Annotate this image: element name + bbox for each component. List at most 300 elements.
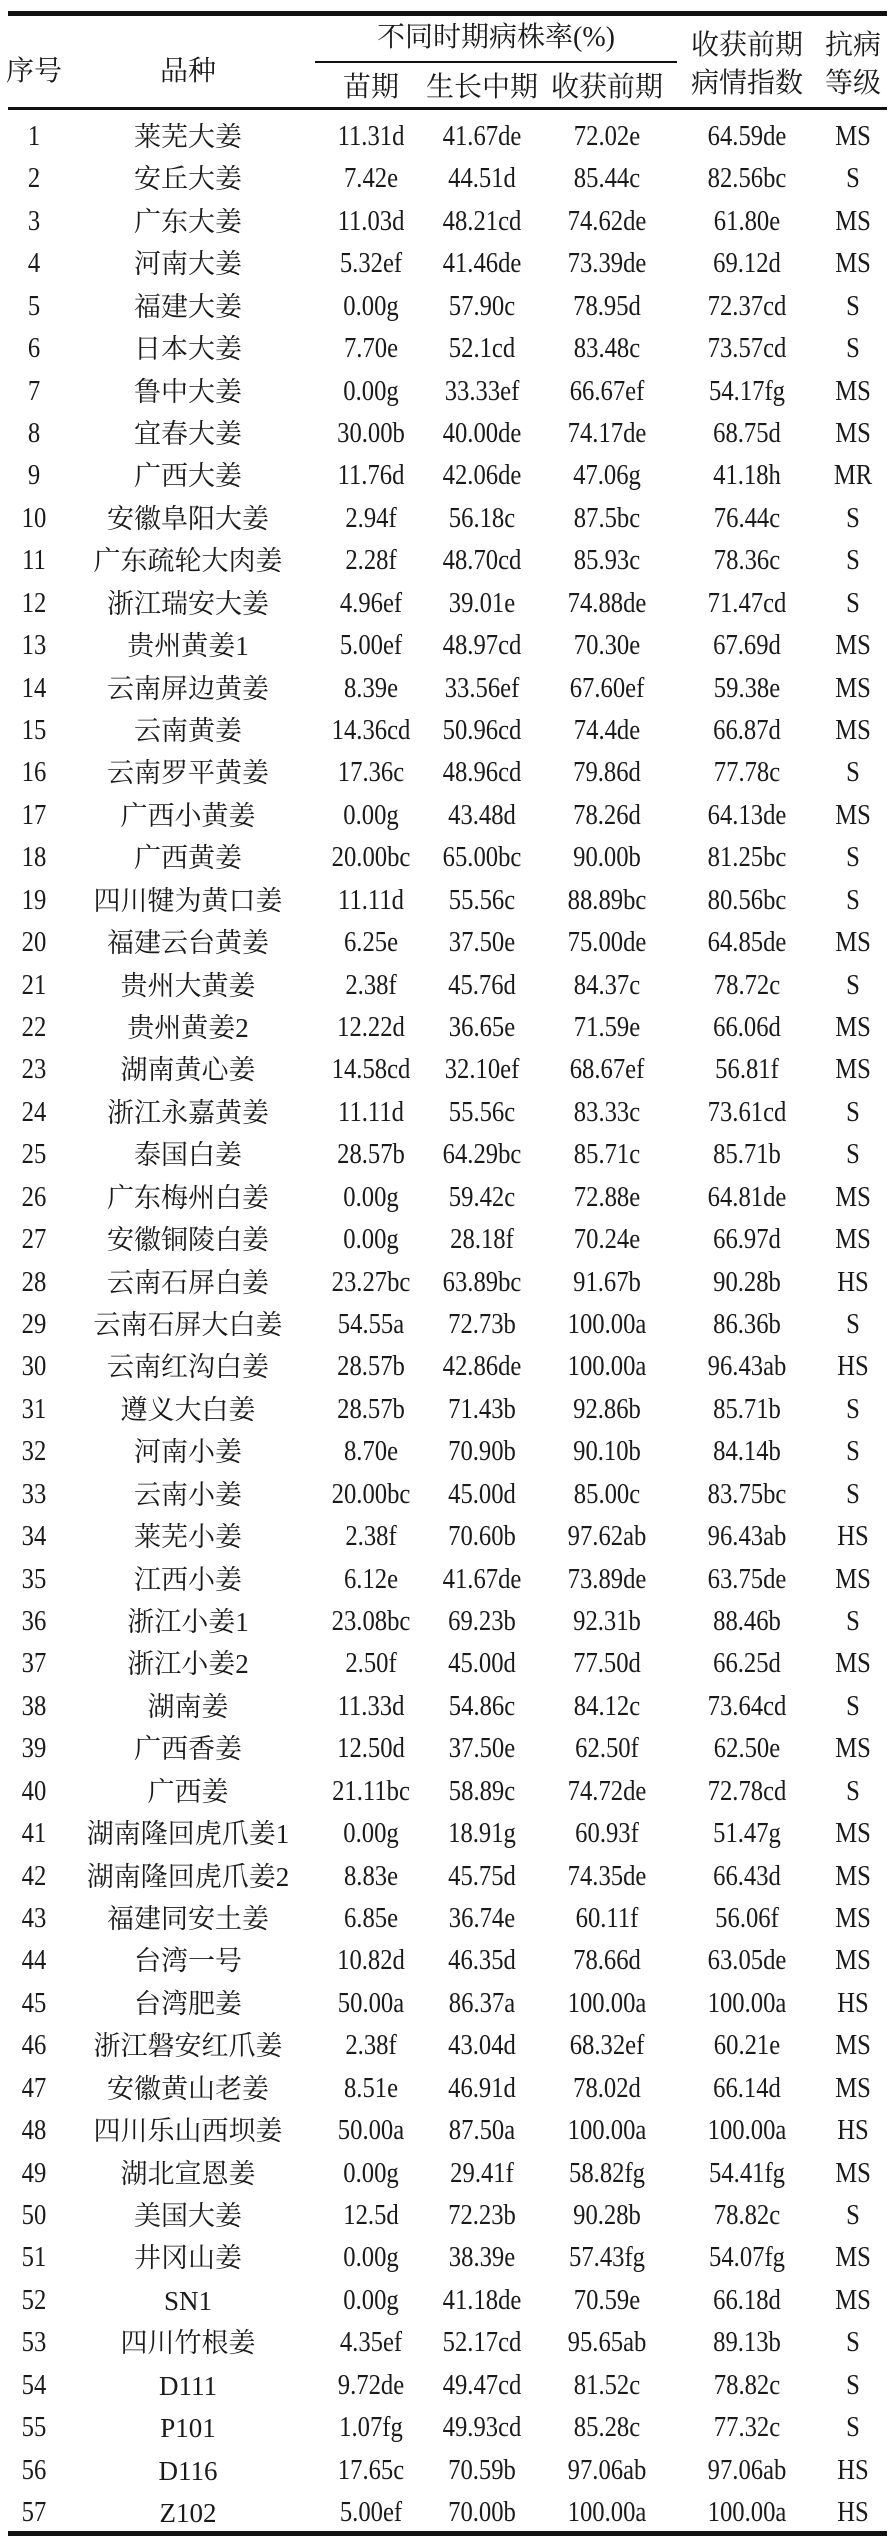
table-bottom-rule — [8, 2531, 887, 2536]
cell-variety: 福建同安土姜 — [107, 1904, 269, 1934]
cell-variety: 河南大姜 — [134, 249, 242, 280]
cell-seq: 19 — [21, 884, 47, 916]
cell-mid-growth: 45.00d — [448, 1648, 516, 1680]
cell-seedling: 50.00a — [337, 1987, 405, 2019]
cell-resistance-grade: HS — [837, 1351, 869, 1383]
cell-seedling: 54.55a — [337, 1309, 405, 1340]
cell-variety: 湖南隆回虎爪姜2 — [86, 1861, 290, 1892]
cell-seedling: 23.27bc — [331, 1266, 411, 1298]
cell-pre-harvest: 85.00c — [573, 1478, 641, 1510]
cell-pre-harvest: 78.02d — [573, 2072, 641, 2104]
cell-seedling: 11.11d — [338, 1096, 404, 1128]
cell-pre-harvest: 87.5bc — [573, 502, 641, 534]
cell-seedling: 7.42e — [343, 163, 399, 195]
cell-seedling: 28.57b — [337, 1139, 405, 1171]
cell-variety: P101 — [160, 2413, 216, 2444]
cell-resistance-grade: S — [846, 884, 860, 916]
cell-pre-harvest: 74.88de — [567, 587, 647, 619]
cell-pre-harvest: 88.89bc — [567, 884, 647, 916]
cell-pre-harvest: 90.00b — [573, 842, 641, 874]
cell-seedling: 28.57b — [337, 1351, 405, 1383]
cell-mid-growth: 55.56c — [448, 884, 516, 916]
cell-seq: 20 — [21, 927, 47, 959]
cell-variety: 四川竹根姜 — [120, 2328, 256, 2359]
cell-pre-harvest: 60.93f — [575, 1818, 639, 1850]
cell-pre-harvest: 90.28b — [573, 2200, 641, 2231]
cell-mid-growth: 50.96cd — [442, 715, 522, 746]
cell-seq: 35 — [21, 1563, 47, 1595]
cell-resistance-grade: MR — [833, 460, 873, 492]
cell-disease-index: 72.37cd — [707, 290, 787, 322]
cell-variety: 湖南隆回虎爪姜1 — [86, 1819, 290, 1850]
cell-variety: 四川犍为黄口姜 — [93, 885, 283, 916]
cell-seedling: 2.50f — [345, 1648, 397, 1680]
cell-pre-harvest: 97.62ab — [567, 1521, 647, 1553]
cell-variety: 贵州黄姜2 — [127, 1013, 249, 1043]
cell-resistance-grade: MS — [835, 1945, 871, 1977]
cell-pre-harvest: 68.32ef — [569, 2030, 645, 2062]
cell-seedling: 11.11d — [338, 884, 404, 916]
header-seq: 序号 — [5, 56, 63, 87]
cell-disease-index: 59.38e — [713, 672, 781, 704]
cell-resistance-grade: HS — [837, 2115, 869, 2147]
cell-seedling: 5.00ef — [339, 630, 403, 662]
cell-seq: 46 — [21, 2030, 47, 2062]
table-header-rule — [8, 107, 887, 110]
cell-seq: 45 — [21, 1987, 47, 2019]
cell-pre-harvest: 74.72de — [567, 1775, 647, 1807]
cell-disease-index: 68.75d — [713, 418, 781, 449]
cell-seedling: 4.35ef — [339, 2327, 403, 2359]
cell-disease-index: 54.07fg — [709, 2242, 785, 2274]
cell-seq: 33 — [21, 1478, 47, 1510]
cell-variety: 浙江磐安红爪姜 — [93, 2031, 283, 2062]
cell-seedling: 8.70e — [343, 1436, 399, 1468]
cell-seq: 42 — [21, 1860, 47, 1892]
cell-mid-growth: 52.1cd — [448, 333, 516, 365]
cell-seedling: 14.58cd — [331, 1054, 411, 1086]
cell-resistance-grade: MS — [835, 715, 871, 746]
cell-disease-index: 66.06d — [713, 1012, 781, 1043]
cell-seq: 47 — [21, 2072, 47, 2104]
cell-seq: 4 — [27, 248, 41, 280]
cell-seedling: 0.00g — [343, 1181, 399, 1213]
cell-disease-index: 78.82c — [713, 2369, 781, 2401]
cell-disease-index: 66.87d — [713, 715, 781, 746]
cell-disease-index: 88.46b — [713, 1606, 781, 1637]
cell-disease-index: 64.13de — [707, 799, 787, 831]
cell-seedling: 10.82d — [337, 1945, 405, 1977]
cell-pre-harvest: 71.59e — [573, 1012, 641, 1043]
cell-resistance-grade: S — [846, 969, 860, 1001]
header-group-rule — [315, 61, 677, 63]
cell-variety: 贵州黄姜1 — [127, 631, 249, 662]
cell-resistance-grade: S — [846, 842, 860, 874]
cell-seq: 3 — [27, 205, 41, 237]
cell-seq: 53 — [21, 2327, 47, 2359]
cell-pre-harvest: 100.00a — [567, 2497, 647, 2528]
cell-resistance-grade: S — [846, 1393, 860, 1425]
header-pre-harvest: 收获前期 — [550, 72, 664, 103]
cell-seedling: 0.00g — [343, 2242, 399, 2274]
cell-variety: 湖南黄心姜 — [120, 1055, 256, 1086]
cell-variety: SN1 — [163, 2285, 213, 2316]
cell-mid-growth: 87.50a — [448, 2115, 516, 2147]
cell-seq: 31 — [21, 1393, 47, 1425]
cell-pre-harvest: 72.02e — [573, 121, 641, 152]
cell-resistance-grade: MS — [835, 2157, 871, 2189]
cell-seq: 23 — [21, 1054, 47, 1086]
cell-seedling: 11.76d — [337, 460, 405, 492]
cell-mid-growth: 43.04d — [448, 2030, 516, 2062]
cell-variety: 浙江小姜2 — [127, 1649, 249, 1680]
cell-disease-index: 67.69d — [713, 630, 781, 662]
cell-mid-growth: 43.48d — [448, 799, 516, 831]
cell-mid-growth: 28.18f — [450, 1224, 514, 1256]
cell-resistance-grade: S — [846, 1775, 860, 1807]
cell-seq: 18 — [21, 842, 47, 874]
cell-disease-index: 66.25d — [713, 1648, 781, 1680]
cell-seedling: 12.5d — [343, 2200, 399, 2231]
cell-disease-index: 73.61cd — [707, 1096, 787, 1128]
cell-resistance-grade: S — [846, 2369, 860, 2401]
cell-disease-index: 90.28b — [713, 1266, 781, 1298]
cell-pre-harvest: 60.11f — [575, 1903, 639, 1934]
cell-pre-harvest: 78.66d — [573, 1945, 641, 1977]
cell-variety: 广西姜 — [147, 1776, 229, 1807]
cell-variety: 广东疏轮大肉姜 — [93, 546, 283, 577]
cell-variety: 鲁中大姜 — [134, 376, 242, 407]
cell-disease-index: 56.06f — [715, 1903, 779, 1934]
cell-pre-harvest: 73.89de — [567, 1563, 647, 1595]
cell-disease-index: 64.59de — [707, 121, 787, 152]
cell-seq: 37 — [21, 1648, 47, 1680]
cell-mid-growth: 38.39e — [448, 2242, 516, 2274]
cell-mid-growth: 41.67de — [442, 121, 522, 152]
cell-mid-growth: 36.65e — [448, 1012, 516, 1043]
cell-mid-growth: 59.42c — [448, 1181, 516, 1213]
cell-mid-growth: 72.73b — [448, 1309, 516, 1340]
cell-pre-harvest: 70.30e — [573, 630, 641, 662]
cell-pre-harvest: 95.65ab — [567, 2327, 647, 2359]
cell-resistance-grade: MS — [835, 1860, 871, 1892]
cell-pre-harvest: 66.67ef — [569, 375, 645, 407]
cell-mid-growth: 48.97cd — [442, 630, 522, 662]
header-incidence-group: 不同时期病株率(%) — [377, 22, 615, 53]
cell-disease-index: 100.00a — [707, 1987, 787, 2019]
cell-mid-growth: 29.41f — [450, 2157, 514, 2189]
cell-pre-harvest: 68.67ef — [569, 1054, 645, 1086]
cell-pre-harvest: 74.35de — [567, 1860, 647, 1892]
cell-variety: 江西小姜 — [134, 1564, 242, 1595]
cell-seedling: 23.08bc — [331, 1606, 411, 1637]
cell-variety: D111 — [159, 2370, 217, 2401]
header-index-line2: 病情指数 — [690, 68, 804, 99]
cell-resistance-grade: S — [846, 1096, 860, 1128]
cell-disease-index: 78.36c — [713, 545, 781, 577]
cell-seedling: 0.00g — [343, 290, 399, 322]
cell-mid-growth: 70.90b — [448, 1436, 516, 1468]
cell-disease-index: 81.25bc — [707, 842, 787, 874]
cell-disease-index: 80.56bc — [707, 884, 787, 916]
cell-seedling: 0.00g — [343, 2284, 399, 2316]
cell-disease-index: 85.71b — [713, 1393, 781, 1425]
cell-seedling: 8.51e — [343, 2072, 399, 2104]
cell-pre-harvest: 70.59e — [573, 2284, 641, 2316]
cell-seq: 56 — [21, 2454, 47, 2486]
cell-seedling: 5.00ef — [339, 2497, 403, 2528]
cell-resistance-grade: MS — [835, 1648, 871, 1680]
cell-variety: 云南罗平黄姜 — [107, 758, 269, 789]
cell-resistance-grade: S — [846, 163, 860, 195]
cell-seq: 36 — [21, 1606, 47, 1637]
cell-seedling: 2.94f — [345, 502, 397, 534]
cell-variety: 云南红沟白姜 — [107, 1352, 269, 1383]
cell-resistance-grade: MS — [835, 205, 871, 237]
cell-seq: 51 — [21, 2242, 47, 2274]
cell-resistance-grade: HS — [837, 1987, 869, 2019]
cell-seedling: 2.38f — [345, 2030, 397, 2062]
cell-mid-growth: 46.35d — [448, 1945, 516, 1977]
cell-mid-growth: 44.51d — [448, 163, 516, 195]
cell-seq: 40 — [21, 1775, 47, 1807]
cell-variety: 河南小姜 — [134, 1437, 242, 1468]
cell-seq: 12 — [21, 587, 47, 619]
cell-pre-harvest: 58.82fg — [569, 2157, 645, 2189]
cell-mid-growth: 48.21cd — [442, 205, 522, 237]
cell-variety: 福建云台黄姜 — [107, 928, 269, 959]
cell-disease-index: 63.75de — [707, 1563, 787, 1595]
cell-mid-growth: 36.74e — [448, 1903, 516, 1934]
cell-mid-growth: 48.70cd — [442, 545, 522, 577]
cell-seq: 14 — [21, 672, 47, 704]
cell-mid-growth: 42.86de — [442, 1351, 522, 1383]
cell-seedling: 6.25e — [343, 927, 399, 959]
cell-mid-growth: 55.56c — [448, 1096, 516, 1128]
cell-mid-growth: 41.46de — [442, 248, 522, 280]
cell-seedling: 1.07fg — [339, 2412, 403, 2444]
cell-pre-harvest: 67.60ef — [569, 672, 645, 704]
cell-resistance-grade: S — [846, 757, 860, 789]
cell-pre-harvest: 74.62de — [567, 205, 647, 237]
cell-seedling: 0.00g — [343, 1224, 399, 1256]
cell-variety: 贵州大黄姜 — [120, 970, 256, 1001]
cell-variety: 浙江永嘉黄姜 — [107, 1097, 269, 1128]
cell-resistance-grade: MS — [835, 1181, 871, 1213]
cell-pre-harvest: 74.17de — [567, 418, 647, 449]
cell-mid-growth: 32.10ef — [444, 1054, 520, 1086]
cell-pre-harvest: 78.95d — [573, 290, 641, 322]
cell-pre-harvest: 85.28c — [573, 2412, 641, 2444]
cell-disease-index: 54.41fg — [709, 2157, 785, 2189]
cell-seq: 13 — [21, 630, 47, 662]
cell-seedling: 28.57b — [337, 1393, 405, 1425]
cell-mid-growth: 65.00bc — [442, 842, 522, 874]
cell-disease-index: 85.71b — [713, 1139, 781, 1171]
cell-disease-index: 77.78c — [713, 757, 781, 789]
cell-disease-index: 41.18h — [713, 460, 781, 492]
cell-resistance-grade: MS — [835, 1563, 871, 1595]
cell-disease-index: 64.85de — [707, 927, 787, 959]
cell-disease-index: 78.72c — [713, 969, 781, 1001]
cell-seq: 38 — [21, 1690, 47, 1722]
cell-disease-index: 100.00a — [707, 2497, 787, 2528]
cell-pre-harvest: 83.33c — [573, 1096, 641, 1128]
cell-resistance-grade: MS — [835, 248, 871, 280]
cell-variety: 遵义大白姜 — [120, 1394, 256, 1425]
cell-disease-index: 71.47cd — [707, 587, 787, 619]
cell-disease-index: 73.57cd — [707, 333, 787, 365]
cell-seq: 2 — [27, 163, 41, 195]
cell-resistance-grade: MS — [835, 1733, 871, 1765]
cell-mid-growth: 86.37a — [448, 1987, 516, 2019]
cell-seq: 22 — [21, 1012, 47, 1043]
cell-resistance-grade: S — [846, 1478, 860, 1510]
cell-mid-growth: 41.18de — [442, 2284, 522, 2316]
cell-mid-growth: 48.96cd — [442, 757, 522, 789]
cell-seedling: 21.11bc — [332, 1775, 410, 1807]
cell-disease-index: 96.43ab — [707, 1521, 787, 1553]
cell-mid-growth: 69.23b — [448, 1606, 516, 1637]
cell-variety: 井冈山姜 — [134, 2243, 242, 2274]
cell-seq: 57 — [21, 2497, 47, 2528]
cell-resistance-grade: MS — [835, 2242, 871, 2274]
cell-resistance-grade: MS — [835, 799, 871, 831]
cell-seq: 7 — [27, 375, 41, 407]
cell-disease-index: 73.64cd — [707, 1690, 787, 1722]
cell-variety: 浙江瑞安大姜 — [107, 588, 269, 619]
cell-resistance-grade: MS — [835, 630, 871, 662]
cell-resistance-grade: MS — [835, 672, 871, 704]
cell-pre-harvest: 73.39de — [567, 248, 647, 280]
cell-seq: 1 — [27, 121, 41, 152]
cell-disease-index: 51.47g — [713, 1818, 781, 1850]
cell-seedling: 5.32ef — [339, 248, 403, 280]
cell-disease-index: 78.82c — [713, 2200, 781, 2231]
cell-resistance-grade: MS — [835, 121, 871, 152]
cell-seq: 17 — [21, 799, 47, 831]
cell-resistance-grade: S — [846, 502, 860, 534]
cell-variety: 四川乐山西坝姜 — [93, 2116, 283, 2147]
cell-pre-harvest: 92.86b — [573, 1393, 641, 1425]
cell-disease-index: 63.05de — [707, 1945, 787, 1977]
cell-pre-harvest: 75.00de — [567, 927, 647, 959]
cell-pre-harvest: 85.71c — [573, 1139, 641, 1171]
cell-seq: 10 — [21, 502, 47, 534]
cell-resistance-grade: S — [846, 2200, 860, 2231]
cell-pre-harvest: 100.00a — [567, 1351, 647, 1383]
cell-mid-growth: 70.00b — [448, 2497, 516, 2528]
cell-mid-growth: 49.93cd — [442, 2412, 522, 2444]
cell-seedling: 12.50d — [337, 1733, 405, 1765]
cell-disease-index: 76.44c — [713, 502, 781, 534]
cell-disease-index: 97.06ab — [707, 2454, 787, 2486]
cell-seq: 6 — [27, 333, 41, 365]
cell-seedling: 0.00g — [343, 375, 399, 407]
cell-resistance-grade: MS — [835, 2072, 871, 2104]
cell-seedling: 11.33d — [337, 1690, 405, 1722]
cell-seedling: 17.36c — [337, 757, 405, 789]
cell-mid-growth: 18.91g — [448, 1818, 516, 1850]
cell-disease-index: 69.12d — [713, 248, 781, 280]
cell-pre-harvest: 72.88e — [573, 1181, 641, 1213]
cell-seq: 49 — [21, 2157, 47, 2189]
cell-seedling: 14.36cd — [331, 715, 411, 746]
cell-resistance-grade: S — [846, 1606, 860, 1637]
cell-mid-growth: 57.90c — [448, 290, 516, 322]
cell-variety: 广西小黄姜 — [120, 800, 256, 831]
cell-mid-growth: 49.47cd — [442, 2369, 522, 2401]
cell-variety: 安丘大姜 — [134, 164, 242, 195]
cell-variety: 安徽黄山老姜 — [107, 2073, 269, 2104]
cell-pre-harvest: 83.48c — [573, 333, 641, 365]
cell-disease-index: 66.18d — [713, 2284, 781, 2316]
cell-seq: 25 — [21, 1139, 47, 1171]
cell-seq: 21 — [21, 969, 47, 1001]
cell-variety: 云南石屏白姜 — [107, 1267, 269, 1298]
header-grade-line2: 等级 — [824, 68, 882, 99]
cell-pre-harvest: 79.86d — [573, 757, 641, 789]
cell-resistance-grade: S — [846, 545, 860, 577]
cell-disease-index: 86.36b — [713, 1309, 781, 1340]
cell-variety: 云南屏边黄姜 — [107, 673, 269, 704]
cell-mid-growth: 33.33ef — [444, 375, 520, 407]
cell-seq: 28 — [21, 1266, 47, 1298]
cell-seedling: 0.00g — [343, 1818, 399, 1850]
cell-variety: 广东大姜 — [134, 206, 242, 237]
cell-seedling: 4.96ef — [339, 587, 403, 619]
cell-seq: 9 — [27, 460, 41, 492]
cell-variety: 云南小姜 — [134, 1479, 242, 1510]
cell-pre-harvest: 85.44c — [573, 163, 641, 195]
cell-variety: 广东梅州白姜 — [107, 1182, 269, 1213]
cell-mid-growth: 40.00de — [442, 418, 522, 449]
cell-resistance-grade: MS — [835, 1818, 871, 1850]
cell-seedling: 17.65c — [337, 2454, 405, 2486]
cell-disease-index: 83.75bc — [707, 1478, 787, 1510]
cell-variety: 浙江小姜1 — [127, 1607, 249, 1637]
cell-variety: 福建大姜 — [134, 291, 242, 322]
cell-seq: 16 — [21, 757, 47, 789]
cell-variety: D116 — [158, 2455, 218, 2486]
cell-seq: 26 — [21, 1181, 47, 1213]
cell-pre-harvest: 84.37c — [573, 969, 641, 1001]
cell-pre-harvest: 85.93c — [573, 545, 641, 577]
cell-mid-growth: 70.59b — [448, 2454, 516, 2486]
cell-disease-index: 66.14d — [713, 2072, 781, 2104]
cell-seedling: 20.00bc — [331, 1478, 411, 1510]
cell-pre-harvest: 57.43fg — [569, 2242, 645, 2274]
cell-variety: 云南黄姜 — [134, 716, 242, 746]
cell-resistance-grade: S — [846, 587, 860, 619]
cell-seq: 41 — [21, 1818, 47, 1850]
cell-disease-index: 100.00a — [707, 2115, 787, 2147]
cell-resistance-grade: S — [846, 1139, 860, 1171]
cell-mid-growth: 56.18c — [448, 502, 516, 534]
cell-disease-index: 56.81f — [715, 1054, 779, 1086]
table-top-rule — [8, 11, 887, 16]
cell-mid-growth: 58.89c — [448, 1775, 516, 1807]
cell-seedling: 9.72de — [337, 2369, 405, 2401]
cell-mid-growth: 41.67de — [442, 1563, 522, 1595]
cell-seq: 44 — [21, 1945, 47, 1977]
cell-resistance-grade: MS — [835, 2030, 871, 2062]
cell-variety: 安徽铜陵白姜 — [107, 1225, 269, 1256]
cell-resistance-grade: MS — [835, 1903, 871, 1934]
cell-variety: 宜春大姜 — [134, 419, 242, 449]
cell-mid-growth: 45.75d — [448, 1860, 516, 1892]
cell-resistance-grade: S — [846, 1690, 860, 1722]
